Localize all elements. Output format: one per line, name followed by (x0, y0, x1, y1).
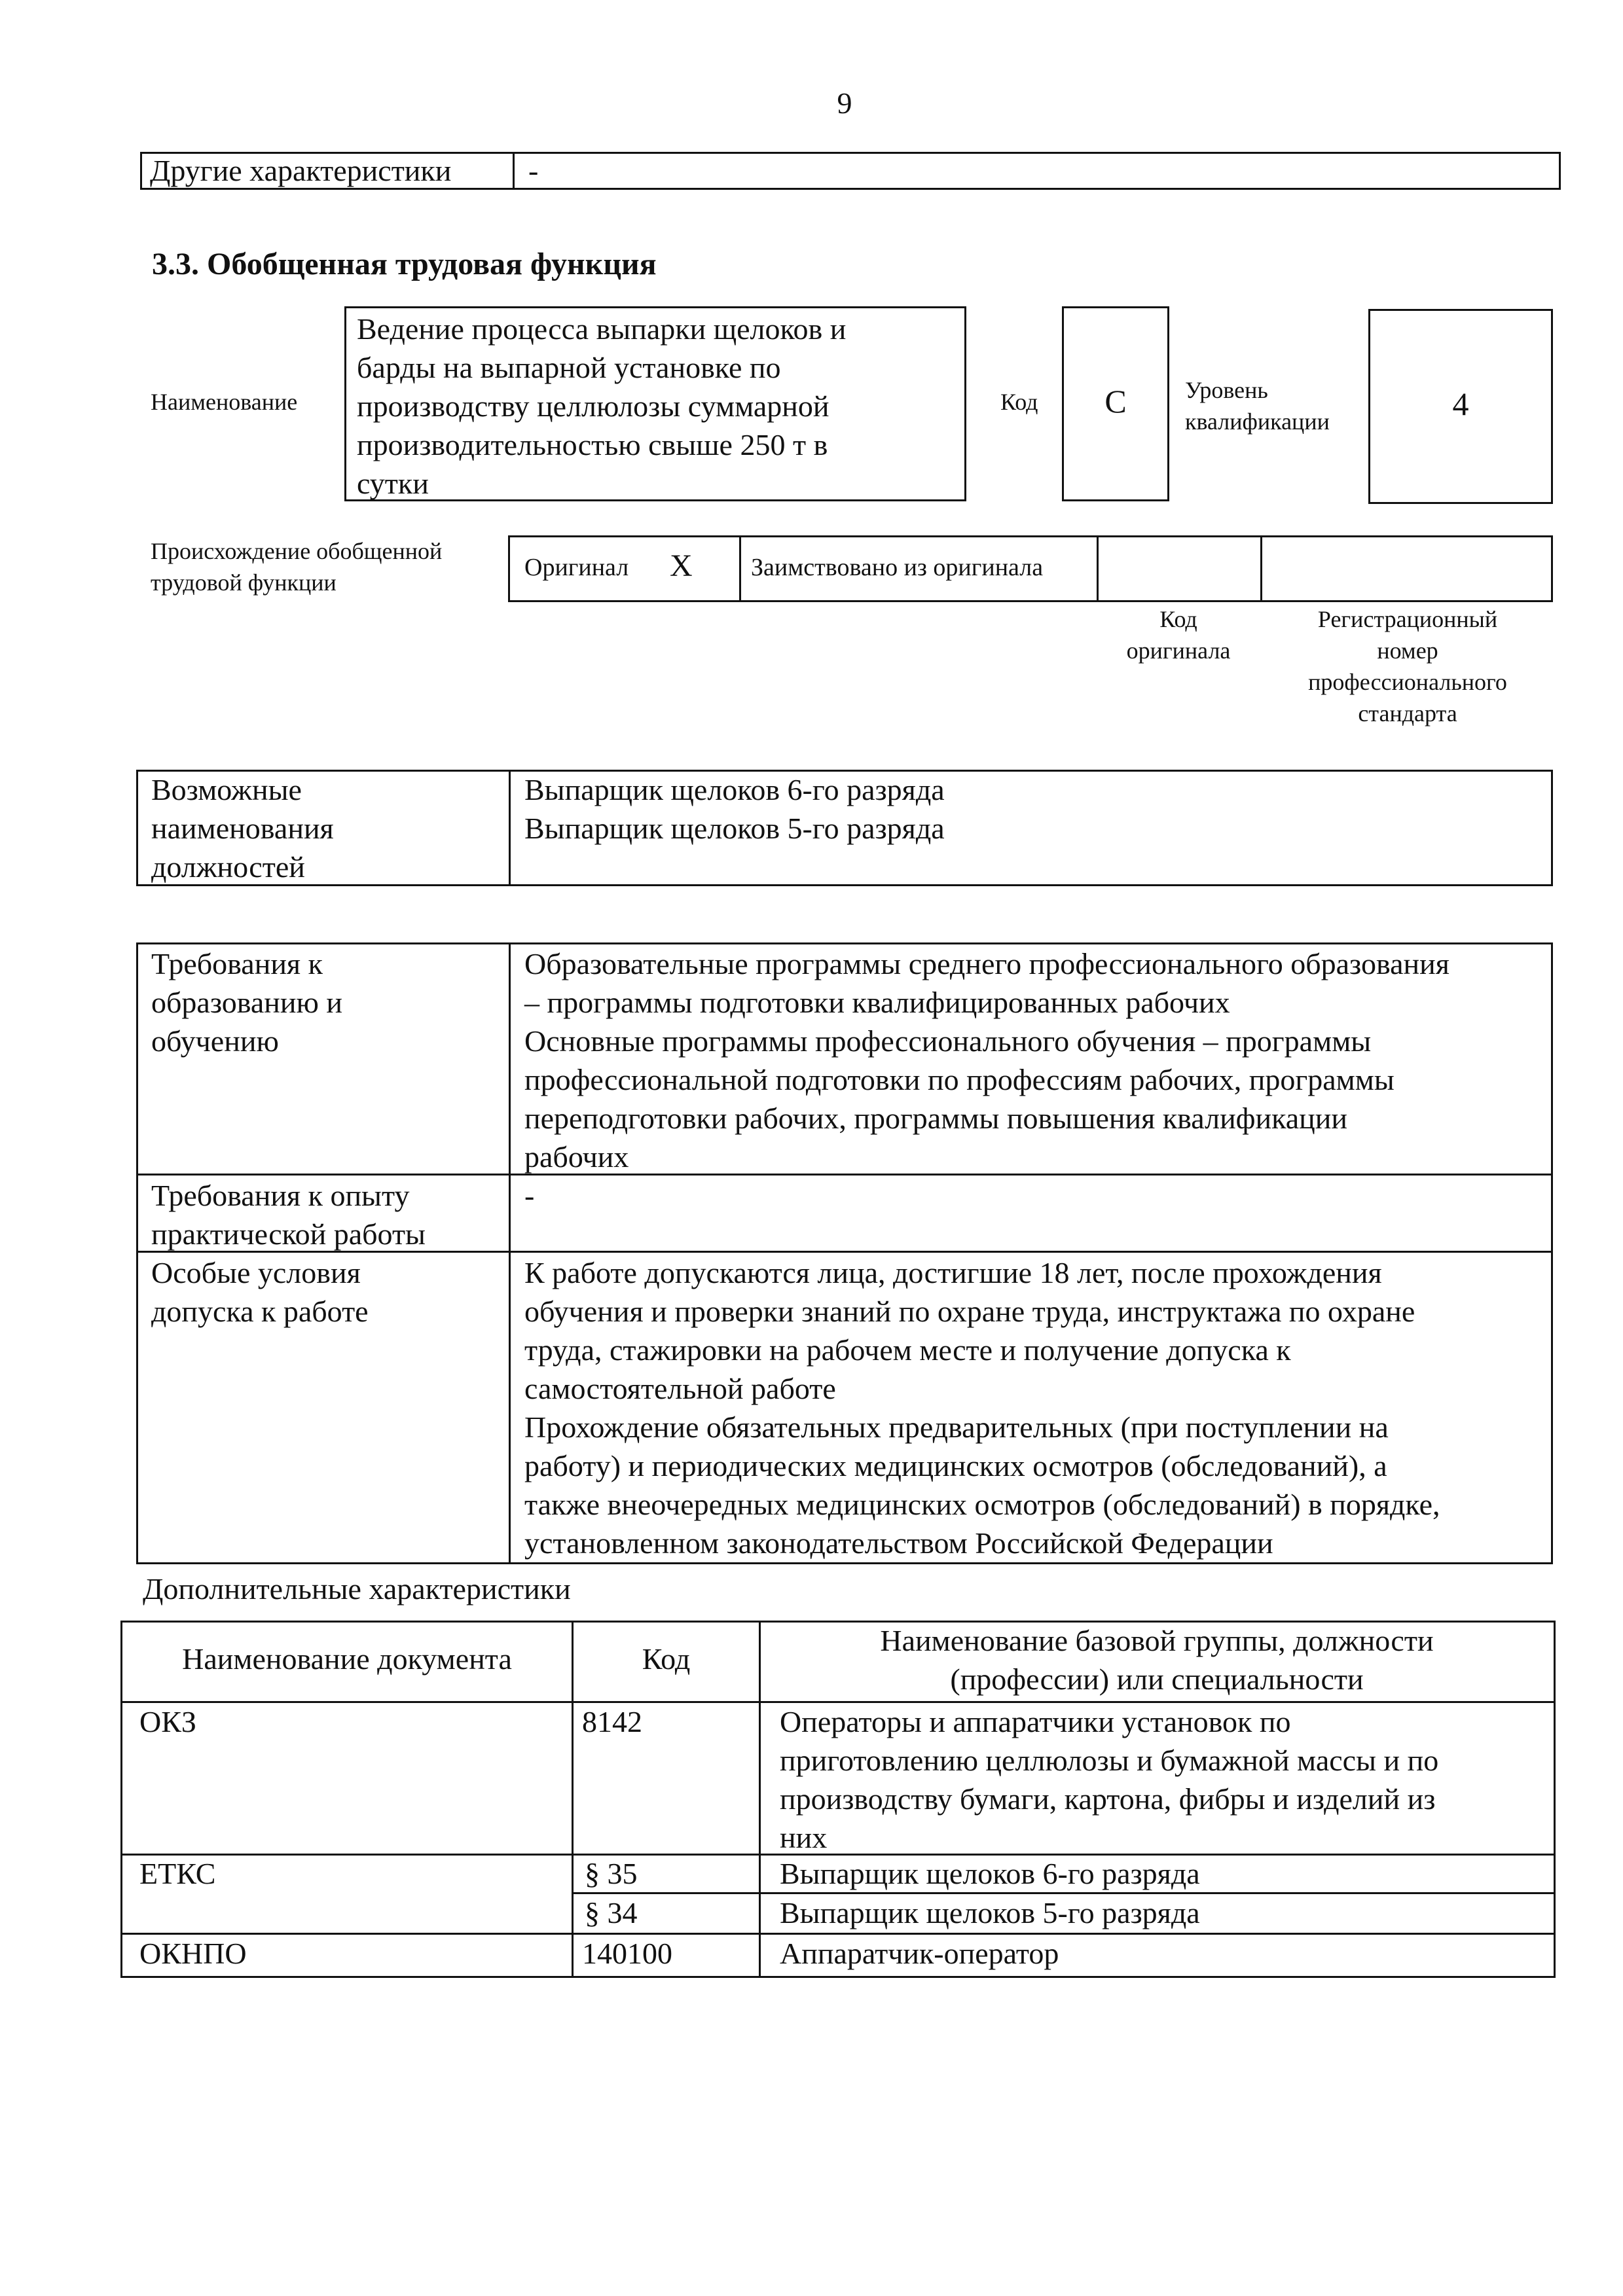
name-box (344, 306, 966, 501)
additional-table (120, 1621, 1556, 1978)
positions-table (136, 770, 1553, 886)
other-characteristics-label: Другие характеристики (150, 154, 452, 187)
caption-registration-number: Регистрационный номер профессионального стандарта (1308, 606, 1507, 726)
requirements-value: К работе допускаются лица, достигшие 18 лет, после прохождения обучения и проверки знаний по охране труда, инструктажа по охране труда, стажировки на рабочем месте и получение допуска к самостоятельной работе Прохождение обязательных предварительных (при поступлении на работу) и периодических медицинских осмотров (обследований), а также внеочередных медицинских осмотров (обследований) в порядке, установленном законодательством Российской Федерации (524, 1256, 1440, 1560)
level-value: 4 (1452, 386, 1469, 422)
requirements-value: Образовательные программы среднего профессионального образования – программы подготовки квалифицированных рабочих Основные программы профессионального обучения – программы профессиональной подготовки по профессиям рабочих, программы переподготовки рабочих, программы повышения квалификации рабочих (524, 947, 1450, 1174)
other-characteristics-value: - (528, 154, 539, 187)
level-box (1368, 309, 1553, 504)
other-characteristics-row (140, 152, 1561, 190)
table-cell-document: ОКНПО (139, 1937, 247, 1970)
additional-title: Дополнительные характеристики (143, 1572, 571, 1605)
positions-value: Выпарщик щелоков 6-го разряда Выпарщик щелоков 5-го разряда (524, 773, 945, 845)
name-value: Ведение процесса выпарки щелоков и барды на выпарной установке по производству целлюлозы суммарной производительностью свыше 250 т в сутки (357, 312, 847, 500)
table-cell-name: Операторы и аппаратчики установок по приготовлению целлюлозы и бумажной массы и по производству бумаги, картона, фибры и изделий из них (780, 1705, 1439, 1854)
original-label: Оригинал (524, 554, 629, 581)
origin-row (508, 535, 1553, 602)
name-label: Наименование (151, 389, 298, 415)
table-cell-code: 8142 (582, 1705, 642, 1738)
table-header-document: Наименование документа (182, 1642, 512, 1676)
table-cell-code: 140100 (582, 1937, 672, 1970)
table-cell-name: Аппаратчик-оператор (780, 1937, 1059, 1970)
table-cell-name: Выпарщик щелоков 5-го разряда (780, 1896, 1200, 1929)
table-header-code: Код (642, 1642, 691, 1676)
section-title: 3.3. Обобщенная трудовая функция (152, 247, 657, 281)
original-mark: X (670, 548, 693, 583)
table-cell-name: Выпарщик щелоков 6-го разряда (780, 1857, 1200, 1890)
positions-label: Возможные наименования должностей (151, 773, 334, 884)
requirements-label: Особые условия допуска к работе (151, 1256, 369, 1328)
code-value: C (1104, 383, 1127, 420)
table-cell-code: § 35 (585, 1857, 638, 1890)
requirements-value: - (524, 1179, 535, 1212)
caption-code-original: Код оригинала (1126, 606, 1231, 664)
code-label: Код (1000, 389, 1038, 415)
code-box (1062, 306, 1169, 501)
table-cell-document: ЕТКС (139, 1857, 216, 1890)
table-cell-code: § 34 (585, 1896, 638, 1929)
level-label: Уровень квалификации (1185, 377, 1330, 435)
table-cell-document: ОКЗ (139, 1705, 196, 1738)
table-header-name: Наименование базовой группы, должности (профессии) или специальности (880, 1624, 1434, 1696)
requirements-label: Требования к опыту практической работы (151, 1179, 426, 1251)
page-number: 9 (837, 86, 852, 120)
requirements-table (136, 942, 1553, 1564)
requirements-label: Требования к образованию и обучению (151, 947, 342, 1058)
borrowed-label: Заимствовано из оригинала (751, 554, 1044, 581)
origin-label: Происхождение обобщенной трудовой функции (151, 538, 443, 596)
